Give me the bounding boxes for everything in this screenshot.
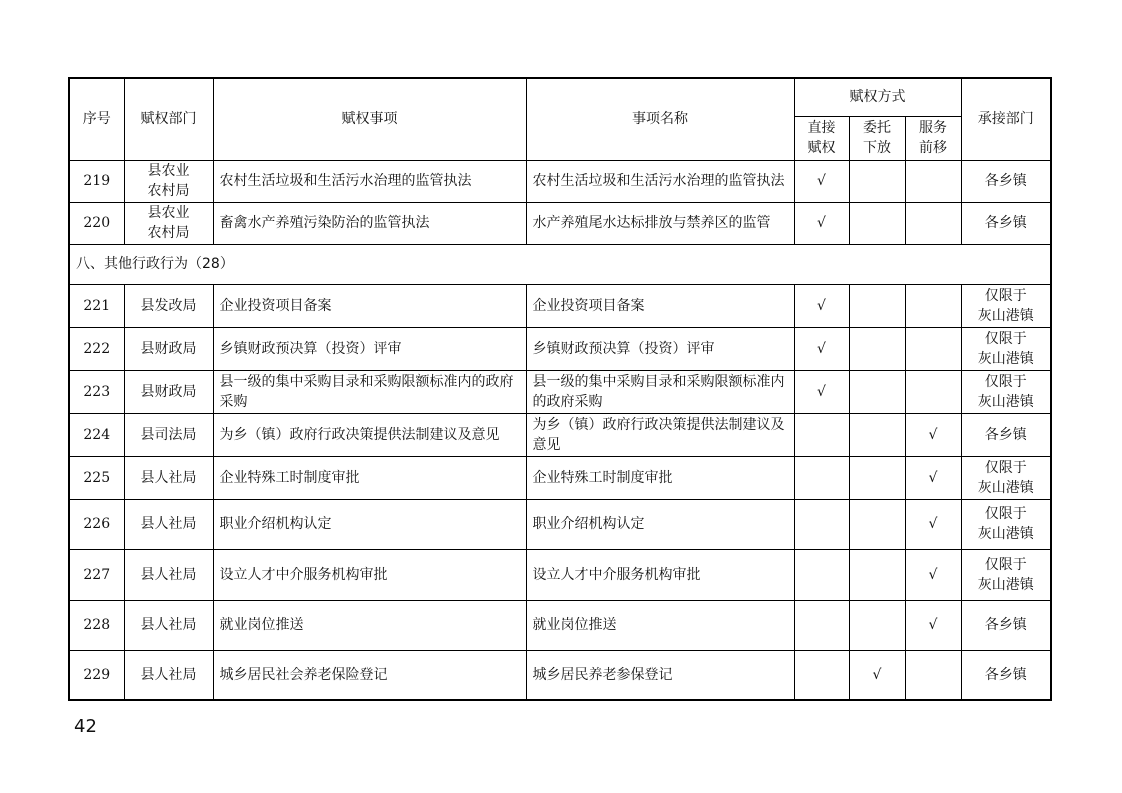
header-method: 赋权方式 [794, 78, 961, 116]
row-receiver: 各乡镇 [961, 413, 1051, 456]
row-dept: 县人社局 [124, 499, 213, 549]
section-title: 八、其他行政行为（28） [69, 244, 1051, 284]
header-index: 序号 [69, 78, 124, 160]
table-row [69, 650, 1051, 700]
row-direct: √ [794, 284, 849, 327]
row-name: 职业介绍机构认定 [526, 499, 794, 549]
table-row [69, 160, 1051, 202]
row-direct: √ [794, 202, 849, 244]
row-matter: 城乡居民社会养老保险登记 [213, 650, 526, 700]
row-entrust [849, 549, 905, 600]
row-receiver: 仅限于 灰山港镇 [961, 327, 1051, 370]
row-no: 225 [69, 456, 124, 499]
row-name: 企业特殊工时制度审批 [526, 456, 794, 499]
row-receiver: 仅限于 灰山港镇 [961, 549, 1051, 600]
row-forward: √ [905, 600, 961, 650]
row-receiver: 各乡镇 [961, 650, 1051, 700]
row-entrust: √ [849, 650, 905, 700]
row-receiver: 仅限于 灰山港镇 [961, 499, 1051, 549]
row-receiver: 仅限于 灰山港镇 [961, 370, 1051, 413]
row-no: 227 [69, 549, 124, 600]
row-direct [794, 549, 849, 600]
row-entrust [849, 370, 905, 413]
row-no: 228 [69, 600, 124, 650]
row-dept: 县司法局 [124, 413, 213, 456]
row-forward: √ [905, 413, 961, 456]
row-no: 220 [69, 202, 124, 244]
row-entrust [849, 456, 905, 499]
row-name: 水产养殖尾水达标排放与禁养区的监管 [526, 202, 794, 244]
row-entrust [849, 600, 905, 650]
row-matter: 设立人才中介服务机构审批 [213, 549, 526, 600]
row-matter: 职业介绍机构认定 [213, 499, 526, 549]
row-name: 设立人才中介服务机构审批 [526, 549, 794, 600]
row-name: 县一级的集中采购目录和采购限额标准内的政府采购 [526, 370, 794, 413]
row-no: 221 [69, 284, 124, 327]
row-receiver: 仅限于 灰山港镇 [961, 456, 1051, 499]
table-row [69, 202, 1051, 244]
row-entrust [849, 202, 905, 244]
table-row [69, 284, 1051, 327]
header-method-forward: 服务 前移 [905, 116, 961, 160]
table-row [69, 600, 1051, 650]
row-name: 城乡居民养老参保登记 [526, 650, 794, 700]
row-forward: √ [905, 549, 961, 600]
row-matter: 企业特殊工时制度审批 [213, 456, 526, 499]
row-no: 222 [69, 327, 124, 370]
row-name: 就业岗位推送 [526, 600, 794, 650]
header-name: 事项名称 [526, 78, 794, 160]
row-forward [905, 284, 961, 327]
row-name: 乡镇财政预决算（投资）评审 [526, 327, 794, 370]
row-forward [905, 202, 961, 244]
row-forward: √ [905, 499, 961, 549]
row-dept: 县人社局 [124, 600, 213, 650]
header-receiver: 承接部门 [961, 78, 1051, 160]
page-number: 42 [74, 716, 97, 737]
table-row [69, 413, 1051, 456]
row-matter: 畜禽水产养殖污染防治的监管执法 [213, 202, 526, 244]
row-entrust [849, 499, 905, 549]
row-no: 223 [69, 370, 124, 413]
row-direct: √ [794, 160, 849, 202]
row-dept: 县农业 农村局 [124, 160, 213, 202]
row-dept: 县发改局 [124, 284, 213, 327]
row-matter: 企业投资项目备案 [213, 284, 526, 327]
row-forward: √ [905, 456, 961, 499]
row-receiver: 各乡镇 [961, 160, 1051, 202]
row-forward [905, 650, 961, 700]
row-name: 农村生活垃圾和生活污水治理的监管执法 [526, 160, 794, 202]
row-direct: √ [794, 370, 849, 413]
row-direct [794, 650, 849, 700]
row-entrust [849, 284, 905, 327]
authorization-table [68, 77, 1052, 701]
section-row [69, 244, 1051, 284]
row-matter: 县一级的集中采购目录和采购限额标准内的政府采购 [213, 370, 526, 413]
row-direct [794, 456, 849, 499]
row-matter: 乡镇财政预决算（投资）评审 [213, 327, 526, 370]
row-direct: √ [794, 327, 849, 370]
row-entrust [849, 413, 905, 456]
row-dept: 县财政局 [124, 370, 213, 413]
table-row [69, 370, 1051, 413]
row-no: 219 [69, 160, 124, 202]
row-dept: 县农业 农村局 [124, 202, 213, 244]
table-row [69, 456, 1051, 499]
row-forward [905, 370, 961, 413]
row-matter: 就业岗位推送 [213, 600, 526, 650]
row-no: 229 [69, 650, 124, 700]
row-direct [794, 413, 849, 456]
header-dept: 赋权部门 [124, 78, 213, 160]
row-dept: 县财政局 [124, 327, 213, 370]
table-row [69, 499, 1051, 549]
row-no: 224 [69, 413, 124, 456]
row-receiver: 仅限于 灰山港镇 [961, 284, 1051, 327]
row-receiver: 各乡镇 [961, 202, 1051, 244]
row-dept: 县人社局 [124, 456, 213, 499]
header-method-entrust: 委托 下放 [849, 116, 905, 160]
header-method-direct: 直接 赋权 [794, 116, 849, 160]
table-row [69, 327, 1051, 370]
header-matter: 赋权事项 [213, 78, 526, 160]
row-no: 226 [69, 499, 124, 549]
row-matter: 为乡（镇）政府行政决策提供法制建议及意见 [213, 413, 526, 456]
table-row [69, 549, 1051, 600]
row-forward [905, 327, 961, 370]
row-dept: 县人社局 [124, 650, 213, 700]
row-receiver: 各乡镇 [961, 600, 1051, 650]
row-matter: 农村生活垃圾和生活污水治理的监管执法 [213, 160, 526, 202]
row-direct [794, 600, 849, 650]
row-direct [794, 499, 849, 549]
row-entrust [849, 160, 905, 202]
row-name: 为乡（镇）政府行政决策提供法制建议及意见 [526, 413, 794, 456]
row-entrust [849, 327, 905, 370]
row-name: 企业投资项目备案 [526, 284, 794, 327]
row-dept: 县人社局 [124, 549, 213, 600]
row-forward [905, 160, 961, 202]
